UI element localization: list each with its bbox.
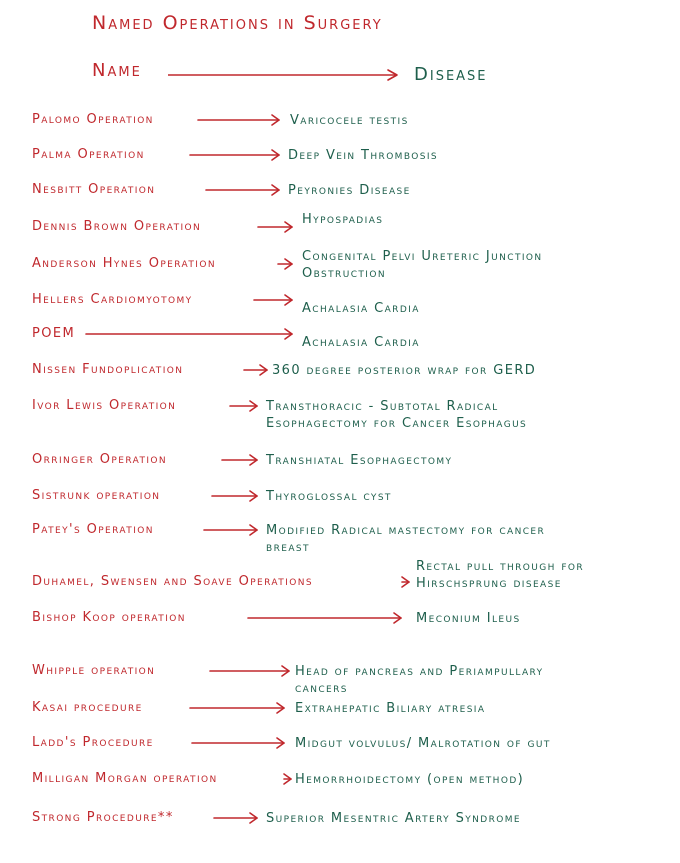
disease-line: Deep Vein Thrombosis <box>288 148 439 163</box>
disease-name <box>295 663 544 697</box>
disease-name <box>416 558 584 592</box>
disease-line: Achalasia Cardia <box>302 335 420 350</box>
operation-name: Patey's Operation <box>32 522 154 537</box>
disease-name <box>266 522 545 556</box>
operation-name: Sistrunk operation <box>32 488 161 503</box>
disease-line: Varicocele testis <box>290 113 409 128</box>
arrow-right-icon <box>192 737 285 749</box>
operation-name: Palma Operation <box>32 147 145 162</box>
disease-line: Thyroglossal cyst <box>266 489 392 504</box>
operation-name: Strong Procedure** <box>32 810 174 825</box>
disease-line: Midgut volvulus/ Malrotation of gut <box>295 736 551 751</box>
disease-line: Rectal pull through for <box>416 559 585 574</box>
disease-name <box>266 810 521 827</box>
arrow-right-icon <box>284 773 292 785</box>
disease-name <box>288 147 438 164</box>
disease-name <box>416 610 521 627</box>
arrow-right-icon <box>278 258 293 270</box>
operation-name: Orringer Operation <box>32 452 168 467</box>
operation-name: Nissen Fundoplication <box>32 362 184 377</box>
disease-name <box>266 488 392 505</box>
disease-line: 360 degree posterior wrap for GERD <box>272 363 537 378</box>
disease-line: Modified Radical mastectomy for cancer <box>266 523 546 538</box>
arrow-right-icon <box>248 612 402 624</box>
operation-name: Dennis Brown Operation <box>32 219 202 234</box>
arrow-right-icon <box>206 184 280 196</box>
disease-line: Hirschsprung disease <box>416 576 562 591</box>
arrow-right-icon <box>402 576 410 588</box>
operation-name: Ladd's Procedure <box>32 735 154 750</box>
disease-line: Peyronies Disease <box>288 183 411 198</box>
arrow-right-icon <box>204 524 258 536</box>
disease-line: Achalasia Cardia <box>302 301 420 316</box>
disease-name <box>288 182 411 199</box>
disease-line: Head of pancreas and Periampullary <box>295 664 544 679</box>
disease-line: Superior Mesentric Artery Syndrome <box>266 811 521 826</box>
disease-name <box>302 334 420 351</box>
disease-line: Extrahepatic Biliary atresia <box>295 701 486 716</box>
disease-name <box>295 735 551 752</box>
disease-line: Obstruction <box>302 266 386 281</box>
arrow-right-icon <box>190 702 285 714</box>
disease-line: Meconium Ileus <box>416 611 521 626</box>
disease-line: Congenital Pelvi Ureteric Junction <box>302 249 543 264</box>
disease-line: Transhiatal Esophagectomy <box>266 453 453 468</box>
arrow-right-icon <box>212 490 258 502</box>
page-title: Named Operations in Surgery <box>92 12 383 34</box>
arrow-right-icon <box>222 454 258 466</box>
arrow-right-icon <box>230 400 258 412</box>
disease-name <box>272 362 536 379</box>
operation-name: POEM <box>32 326 76 341</box>
disease-line: cancers <box>295 681 348 696</box>
arrow-right-icon <box>86 328 293 340</box>
header-arrow-icon <box>168 68 400 82</box>
operation-name: Milligan Morgan operation <box>32 771 218 786</box>
disease-name <box>266 398 527 432</box>
arrow-right-icon <box>254 294 293 306</box>
disease-name <box>290 112 409 129</box>
disease-line: Esophagectomy for Cancer Esophagus <box>266 416 528 431</box>
column-header-name: Name <box>92 60 142 81</box>
operation-name: Nesbitt Operation <box>32 182 156 197</box>
disease-line: Transthoracic - Subtotal Radical <box>266 399 499 414</box>
disease-name <box>295 771 524 788</box>
disease-name <box>266 452 452 469</box>
operation-name: Palomo Operation <box>32 112 154 127</box>
arrow-right-icon <box>190 149 280 161</box>
disease-line: Hypospadias <box>302 212 384 227</box>
arrow-right-icon <box>214 812 258 824</box>
disease-name <box>302 248 543 282</box>
disease-name <box>302 300 420 317</box>
disease-line: breast <box>266 540 310 555</box>
arrow-right-icon <box>258 221 293 233</box>
operation-name: Duhamel, Swensen and Soave Operations <box>32 574 313 589</box>
disease-name <box>295 700 485 717</box>
arrow-right-icon <box>210 665 290 677</box>
arrow-right-icon <box>244 364 268 376</box>
disease-name <box>302 211 383 228</box>
operation-name: Anderson Hynes Operation <box>32 256 216 271</box>
column-header-disease: Disease <box>414 64 488 85</box>
operation-name: Ivor Lewis Operation <box>32 398 177 413</box>
operation-name: Bishop Koop operation <box>32 610 186 625</box>
operation-name: Whipple operation <box>32 663 156 678</box>
operation-name: Kasai procedure <box>32 700 143 715</box>
arrow-right-icon <box>198 114 280 126</box>
disease-line: Hemorrhoidectomy (open method) <box>295 772 525 787</box>
operation-name: Hellers Cardiomyotomy <box>32 292 193 307</box>
